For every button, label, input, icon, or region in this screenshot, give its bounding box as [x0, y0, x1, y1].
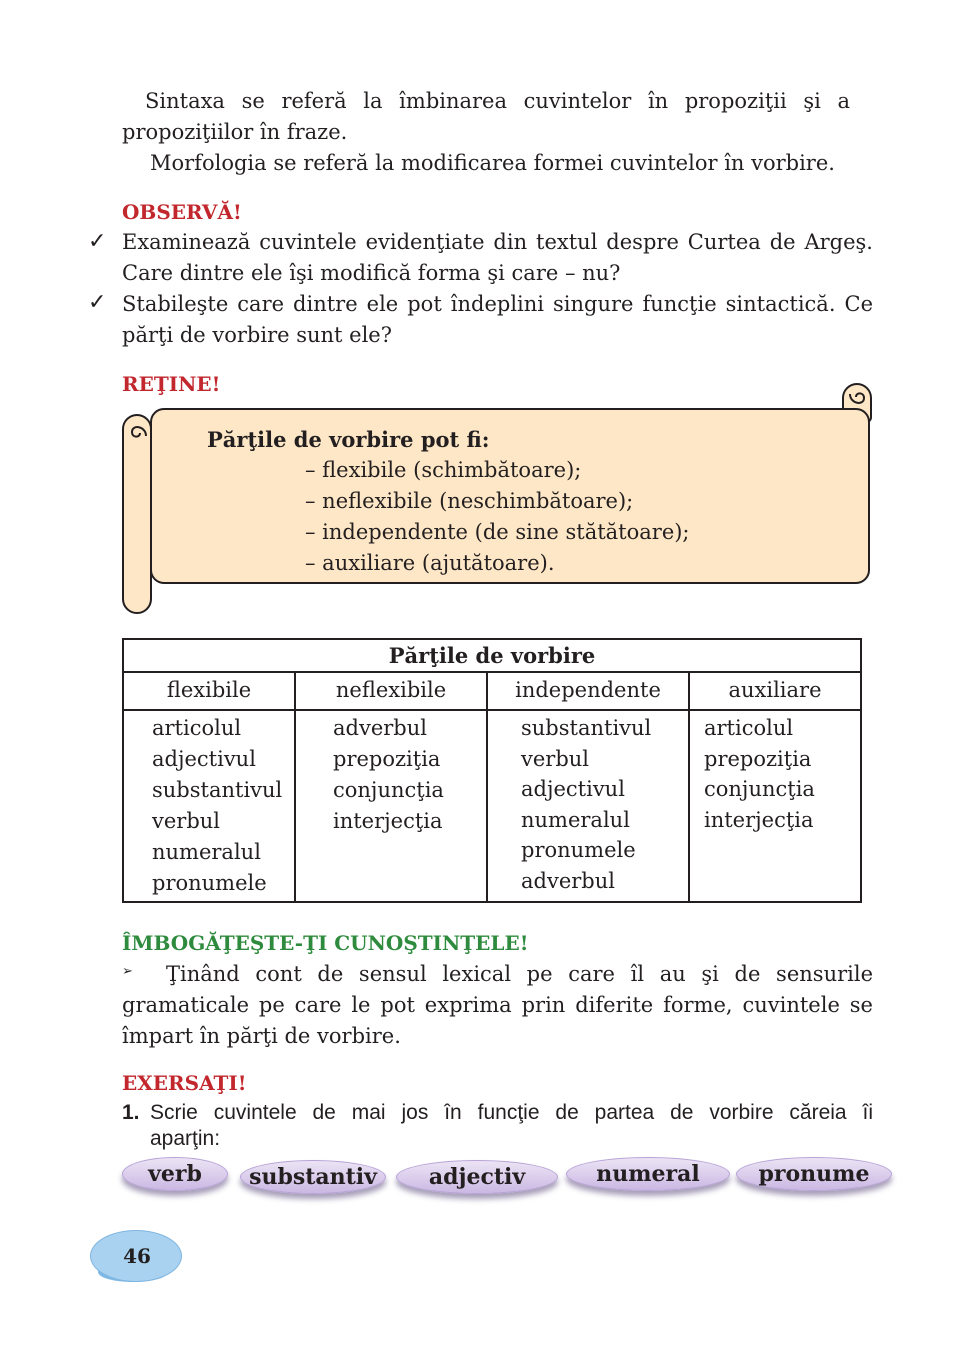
table-cell: prepoziţia	[333, 747, 441, 771]
word-pill-numeral[interactable]: numeral	[566, 1157, 730, 1191]
table-cell: adverbul	[333, 716, 427, 740]
scroll-item: – auxiliare (ajutătoare).	[305, 551, 555, 575]
table-cell: interjecţia	[704, 807, 814, 832]
table-cell: substantivul	[521, 716, 652, 740]
imbogateste-line-2: gramaticale pe care le pot exprima prin diferite forme, cuvintele se	[122, 993, 873, 1017]
retine-heading: REŢINE!	[122, 372, 221, 396]
scroll-item: – independente (de sine stătătoare);	[305, 520, 690, 544]
table-cell: adjectivul	[521, 777, 625, 801]
table-header-independente: independente	[487, 672, 689, 710]
table-cell: substantivul	[152, 778, 283, 802]
table-column-flexibile	[123, 710, 295, 902]
observa-item-1-line-1: Examinează cuvintele evidenţiate din textul despre Curtea de Argeş.	[122, 230, 873, 254]
exersati-heading: EXERSAŢI!	[122, 1071, 247, 1095]
table-cell: conjuncţia	[704, 777, 815, 801]
table-header-neflexibile: neflexibile	[295, 672, 487, 710]
intro-paragraph-1-line-2: propoziţiilor în fraze.	[122, 120, 348, 144]
table-cell: adjectivul	[152, 747, 256, 771]
intro-paragraph-1-line-1: Sintaxa se referă la îmbinarea cuvintelor în propoziţii şi a	[145, 89, 850, 113]
task-line-2: aparţin:	[150, 1127, 221, 1150]
scroll-title: Părţile de vorbire pot fi:	[207, 427, 490, 452]
check-icon: ✓	[88, 290, 107, 315]
table-column-auxiliare	[689, 710, 861, 902]
table-cell: articolul	[152, 716, 242, 740]
table-header-flexibile: flexibile	[123, 672, 295, 710]
word-pill-verb[interactable]: verb	[122, 1157, 228, 1191]
table-column-neflexibile	[295, 710, 487, 902]
scroll-curl-right-icon	[846, 388, 868, 410]
scroll-item: – neflexibile (neschimbătoare);	[305, 489, 634, 513]
page-number: 46	[123, 1244, 151, 1268]
imbogateste-heading: ÎMBOGĂŢEŞTE-ŢI CUNOŞTINŢELE!	[122, 931, 529, 955]
word-pill-pronume[interactable]: pronume	[736, 1157, 892, 1191]
table-cell: numeralul	[152, 840, 261, 864]
task-number: 1.	[122, 1101, 140, 1124]
word-pill-substantiv[interactable]: substantiv	[240, 1160, 386, 1194]
observa-item-2-line-1: Stabileşte care dintre ele pot îndeplini singure funcţie sintactică. Ce	[122, 292, 873, 316]
imbogateste-line-1: Ţinând cont de sensul lexical pe care îl au şi de sensurile	[166, 962, 873, 986]
observa-item-2-line-2: părţi de vorbire sunt ele?	[122, 323, 392, 347]
table-header-auxiliare: auxiliare	[689, 672, 861, 710]
check-icon: ✓	[88, 229, 107, 254]
observa-heading: OBSERVĂ!	[122, 200, 242, 224]
observa-item-1-line-2: Care dintre ele îşi modifică forma şi care – nu?	[122, 261, 621, 285]
scroll-roll-left	[122, 414, 152, 614]
table-column-independente	[487, 710, 689, 902]
table-cell: interjecţia	[333, 809, 443, 833]
task-line-1: Scrie cuvintele de mai jos în funcţie de partea de vorbire căreia îi	[150, 1101, 873, 1124]
table-cell: pronumele	[521, 838, 636, 862]
word-pill-adjectiv[interactable]: adjectiv	[396, 1160, 558, 1194]
table-cell: articolul	[704, 716, 794, 740]
table-cell: numeralul	[521, 807, 630, 832]
table-title: Părţile de vorbire	[123, 639, 861, 672]
table-cell: verbul	[521, 746, 590, 771]
imbogateste-line-3: împart în părţi de vorbire.	[122, 1024, 401, 1048]
arrow-bullet-icon: ➢	[122, 964, 133, 979]
table-cell: adverbul	[521, 868, 615, 893]
table-cell: conjuncţia	[333, 778, 444, 802]
table-cell: verbul	[152, 809, 221, 833]
scroll-item: – flexibile (schimbătoare);	[305, 458, 582, 482]
table-cell: pronumele	[152, 871, 267, 895]
parts-of-speech-table	[122, 638, 862, 903]
intro-paragraph-2: Morfologia se referă la modificarea formei cuvintelor în vorbire.	[150, 151, 835, 175]
scroll-curl-left-icon	[128, 420, 150, 442]
table-cell: prepoziţia	[704, 746, 812, 771]
